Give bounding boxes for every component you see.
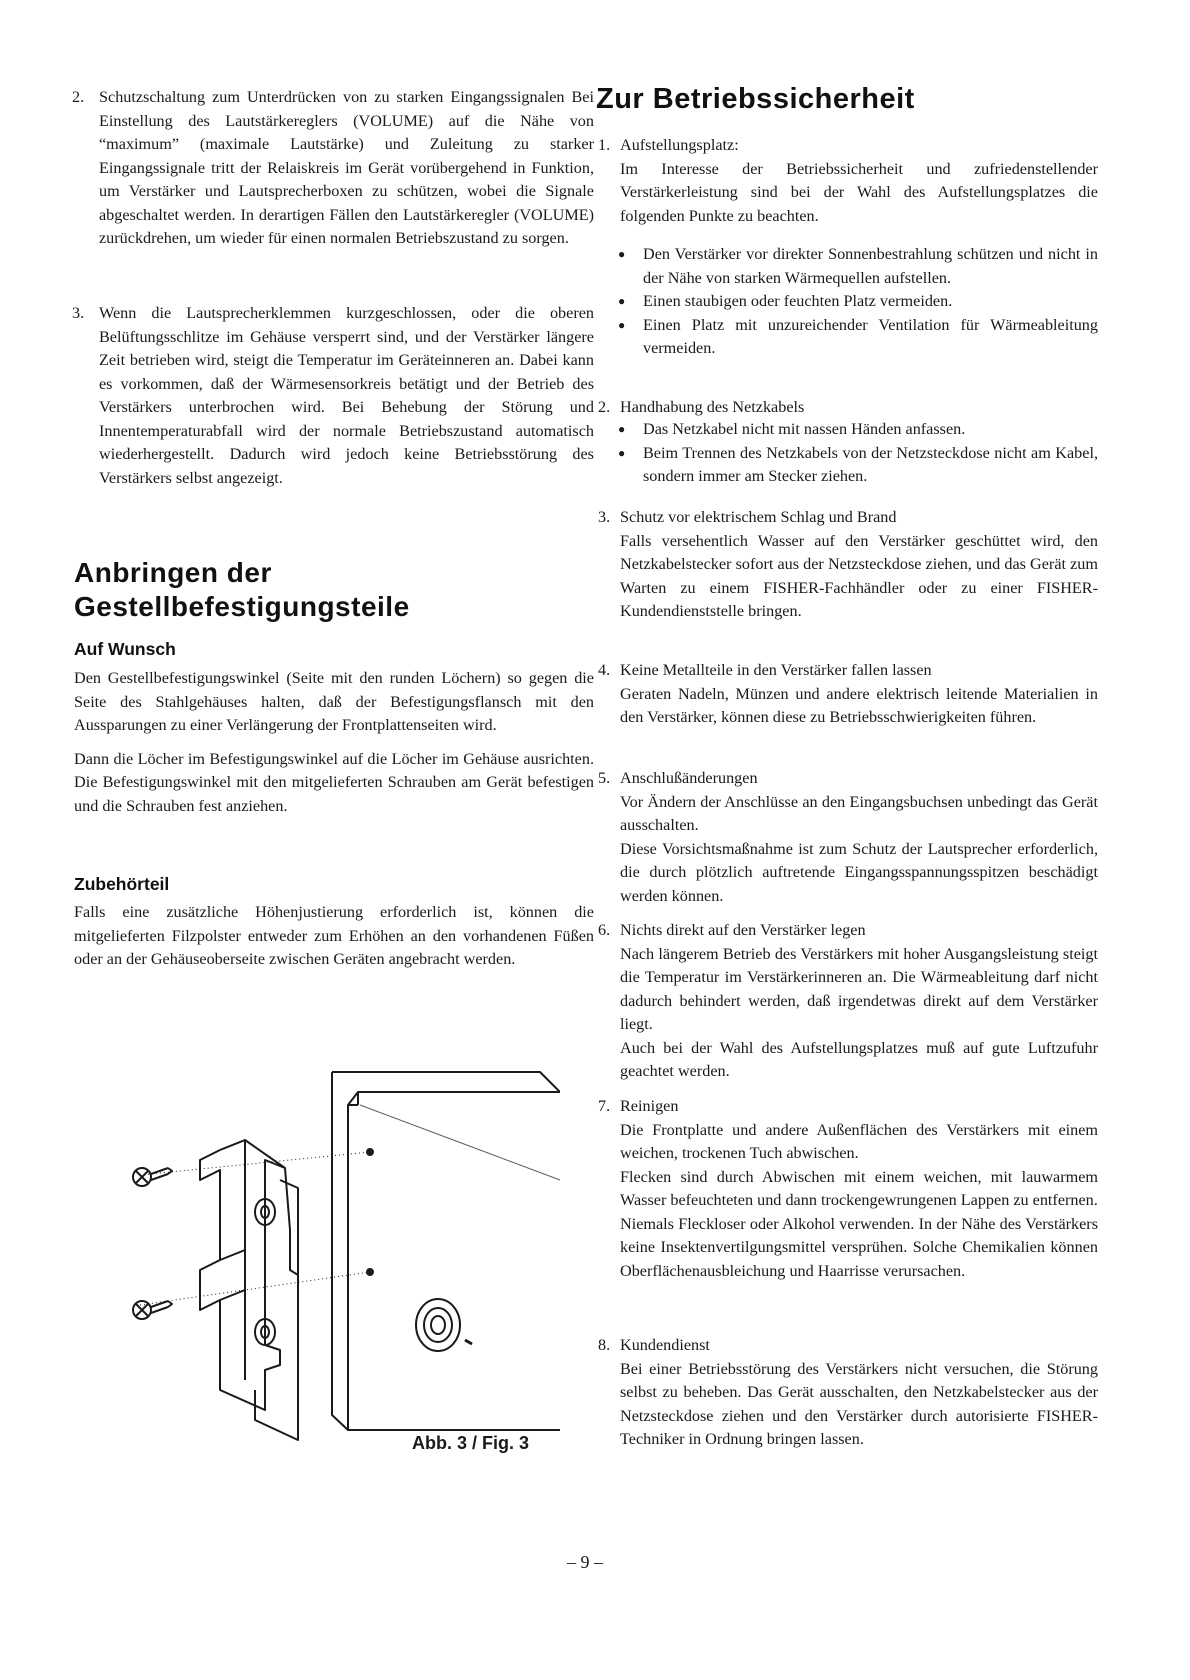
item-text: Falls versehentlich Wasser auf den Verstärker geschüttet wird, den Netzkabelstecker sofort aus der Netzsteckdose ziehen, und das Gerät zum Warten zu einem FISHER-Fachhändler oder zu einer FISHER-Kundendienststelle bringen.: [620, 531, 1098, 620]
list-item: [598, 506, 1098, 624]
item-number: 3.: [72, 304, 85, 322]
item-text: Vor Ändern der Anschlüsse an den Eingangsbuchsen unbedingt das Gerät ausschalten.: [620, 792, 1098, 834]
foot-icon: [416, 1299, 460, 1351]
list-item: [598, 767, 1098, 908]
power-cord-bullets: [616, 418, 1098, 489]
bullet-item: ● Den Verstärker vor direkter Sonnenbestrahlung schützen und nicht in der Nähe von starken Wärmequellen aufstellen.: [616, 243, 1098, 290]
rack-mount-figure: [120, 1060, 560, 1450]
subheading-optional: Auf Wunsch: [74, 639, 176, 659]
item-text: Flecken sind durch Abwischen mit einem weichen, mit lauwarmem Wasser befeuchteten und dann trockengewrungenen Lappen zu entfernen.: [620, 1167, 1098, 1209]
bullet-item: ● Einen staubigen oder feuchten Platz vermeiden.: [616, 290, 1098, 314]
item-heading: Schutz vor elektrischem Schlag und Brand: [620, 508, 897, 526]
placement-bullets: [616, 243, 1098, 361]
section-title-line2: Gestellbefestigungsteile: [74, 591, 410, 622]
section-heading-mounting: [74, 556, 410, 624]
list-item: [598, 919, 1098, 1084]
figure-caption: Abb. 3 / Fig. 3: [412, 1433, 530, 1453]
item-heading: Kundendienst: [620, 1336, 710, 1354]
item-text: Geraten Nadeln, Münzen und andere elektrisch leitende Materialien in den Verstärker, können diese zu Betriebsschwierigkeiten führen.: [620, 684, 1098, 726]
item-heading: Reinigen: [620, 1097, 679, 1115]
paragraph: Den Gestellbefestigungswinkel (Seite mit den runden Löchern) so gegen die Seite des Stahlgehäuses halten, daß der Befestigungsflansch mit den Aussparungen zu einer Verlängerung der Frontplattenseiten wird.: [74, 669, 594, 734]
item-heading: Aufstellungsplatz:: [620, 136, 739, 154]
item-text: Niemals Fleckloser oder Alkohol verwenden. In der Nähe des Verstärkers keine Insektenvertilgungsmittel versprühen. Solche Chemikalien können Oberflächenausbleichung und Haarrisse verursachen.: [620, 1214, 1098, 1280]
section-heading-safety: Zur Betriebssicherheit: [596, 83, 915, 115]
item-heading: Keine Metallteile in den Verstärker fallen lassen: [620, 661, 932, 679]
item-number: 1.: [598, 136, 611, 154]
item-text: Auch bei der Wahl des Aufstellungsplatzes muß auf gute Luftzufuhr geachtet werden.: [620, 1038, 1098, 1080]
bracket-outline: [200, 1150, 298, 1440]
chassis-outline: [332, 1072, 560, 1430]
accessory-text: [74, 901, 594, 982]
item-number: 2.: [598, 398, 611, 416]
bullet-item: ● Beim Trennen des Netzkabels von der Netzsteckdose nicht am Kabel, sondern immer am Stecker ziehen.: [616, 442, 1098, 489]
item-text: Nach längerem Betrieb des Verstärkers mit hoher Ausgangsleistung steigt die Temperatur im Verstärkerinneren an. Die Wärmeableitung darf nicht dadurch behindert werden, daß irgendetwas direkt auf dem Verstärker liegt.: [620, 944, 1098, 1033]
item-heading: Handhabung des Netzkabels: [620, 398, 805, 416]
paragraph: Falls eine zusätzliche Höhenjustierung erforderlich ist, können die mitgelieferten Filzpolster entweder zum Erhöhen an den vorhandenen Füßen oder an der Gehäuseoberseite zwischen Geräten angebracht werden.: [74, 903, 594, 968]
bullet-item: ● Das Netzkabel nicht mit nassen Händen anfassen.: [616, 418, 1098, 442]
section-title-line1: Anbringen der: [74, 557, 272, 588]
item-number: 6.: [598, 921, 611, 939]
item-heading: Anschlußänderungen: [620, 769, 758, 787]
item-number: 7.: [598, 1097, 611, 1115]
list-item: [598, 396, 1098, 420]
item-number: 2.: [72, 88, 85, 106]
chassis-hole: [367, 1149, 373, 1155]
bullet-item: ● Einen Platz mit unzureichender Ventilation für Wärmeableitung vermeiden.: [616, 314, 1098, 361]
item-text: Die Frontplatte und andere Außenflächen des Verstärkers mit einem weichen, trockenen Tuch abwischen.: [620, 1120, 1098, 1162]
item-number: 4.: [598, 661, 611, 679]
item-text: Schutzschaltung zum Unterdrücken von zu starken Eingangssignalen Bei Einstellung des Lautstärkereglers (VOLUME) auf die Nähe von “maximum” (maximale Lautstärke) und Zuleitung zu starker Eingangssignale tritt der Relaiskreis im Gerät vorübergehend in Funktion, um Verstärker und Lautsprecherboxen zu schützen, wobei die Signale abgeschaltet werden. In derartigen Fällen den Lautstärkeregler (VOLUME) zurückdrehen, um wieder für einen normalen Betriebszustand zu sorgen.: [99, 88, 594, 247]
screw-icon: [133, 1168, 172, 1186]
list-item: [598, 1334, 1098, 1452]
page-number: – 9 –: [567, 1552, 603, 1572]
item-number: 3.: [598, 508, 611, 526]
optional-text: [74, 667, 594, 828]
item-text: Im Interesse der Betriebssicherheit und zufriedenstellender Verstärkerleistung sind bei der Wahl des Aufstellungsplatzes die folgenden Punkte zu beachten.: [620, 159, 1098, 225]
item-text: Bei einer Betriebsstörung des Verstärkers nicht versuchen, die Störung selbst zu beheben. Das Gerät ausschalten, den Netzkabelstecker aus der Netzsteckdose ziehen und den Verstärker durch autorisierte FISHER-Techniker in Ordnung bringen lassen.: [620, 1359, 1098, 1448]
list-item: [598, 659, 1098, 730]
list-item: [72, 86, 594, 251]
item-heading: Nichts direkt auf den Verstärker legen: [620, 921, 866, 939]
item-number: 8.: [598, 1336, 611, 1354]
list-item: [598, 1095, 1098, 1283]
item-number: 5.: [598, 769, 611, 787]
list-item: [72, 302, 594, 490]
list-item: [598, 134, 1098, 228]
item-text: Diese Vorsichtsmaßnahme ist zum Schutz der Lautsprecher erforderlich, die durch plötzlich auftretende Eingangsspannungsspitzen beschädigt werden können.: [620, 839, 1098, 905]
item-text: Wenn die Lautsprecherklemmen kurzgeschlossen, oder die oberen Belüftungsschlitze im Gehäuse versperrt sind, und der Verstärker längere Zeit betrieben wird, steigt die Temperatur im Geräteinneren an. Dabei kann es vorkommen, daß der Wärmesensorkreis betätigt und der Betrieb des Verstärkers unterbrochen wird. Bei Behebung der Störung und Innentemperaturabfall wird der normale Betriebszustand automatisch wiederhergestellt. Dadurch wird jedoch keine Betriebsstörung des Verstärkers selbst angezeigt.: [99, 304, 594, 487]
subheading-accessory: Zubehörteil: [74, 874, 170, 894]
paragraph: Dann die Löcher im Befestigungswinkel auf die Löcher im Gehäuse ausrichten. Die Befestigungswinkel mit den mitgelieferten Schrauben am Gerät befestigen und die Schrauben fest anziehen.: [74, 749, 594, 815]
